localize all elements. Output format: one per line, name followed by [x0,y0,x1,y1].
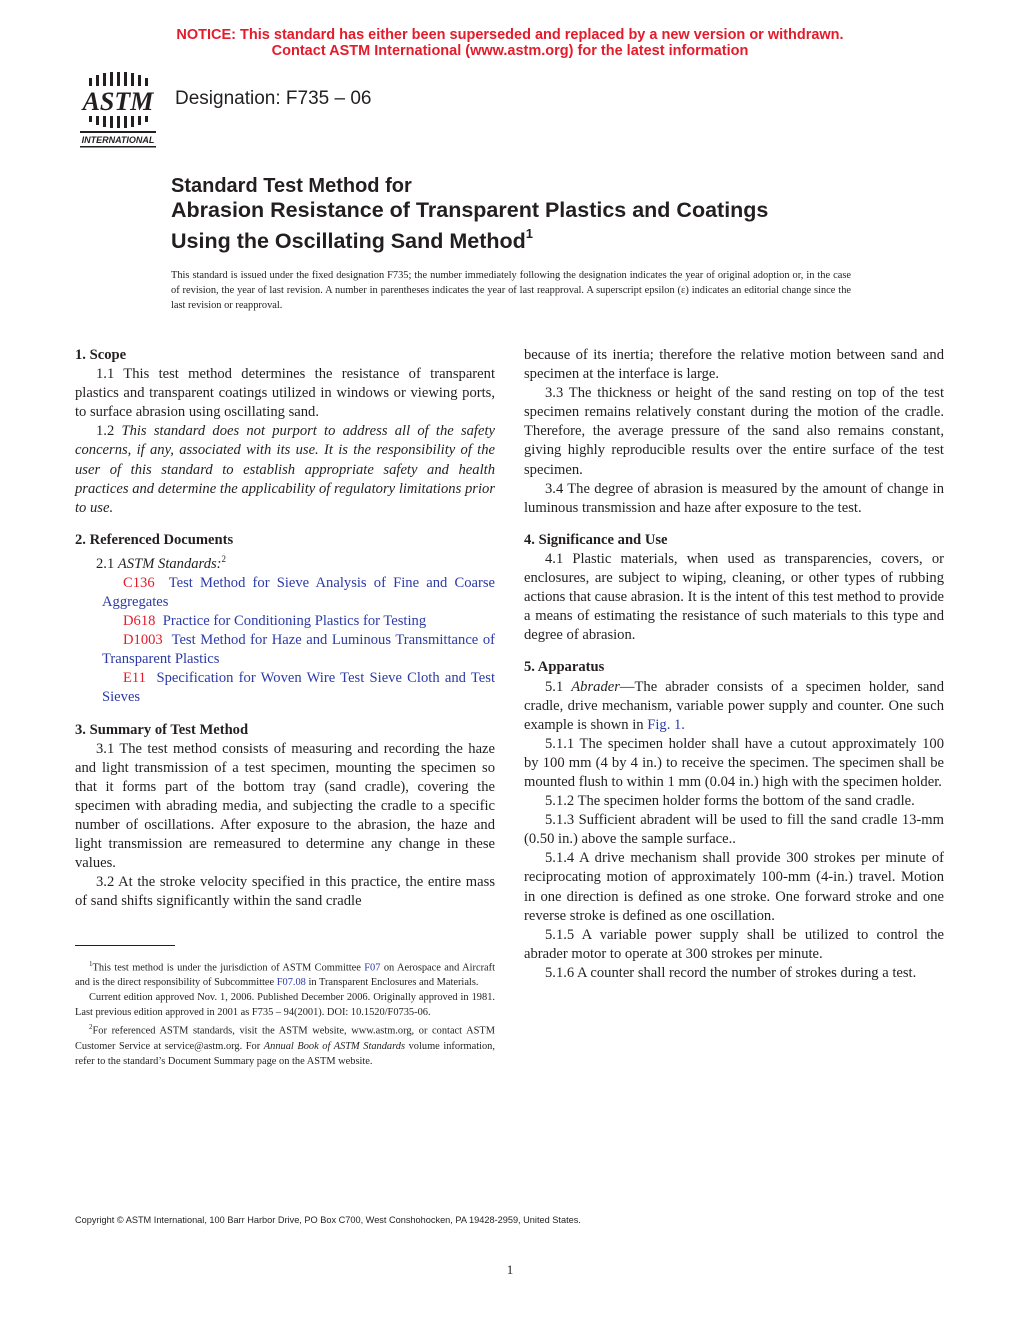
notice-line-2: Contact ASTM International (www.astm.org) for the latest information [271,43,749,59]
section-3-heading: 3. Summary of Test Method [75,721,249,738]
section-2-heading: 2. Referenced Documents [75,531,234,548]
reference-d618[interactable]: D618 Practice for Conditioning Plastics for Testing [123,613,427,630]
paragraph-1-2: 1.2 This standard does not purport to address all of the safety concerns, if any, associated with its use. It is the responsibility of the user of this standard to establish appropriate safety and health practices and determine the applicability of regulatory limitations prior to use. [75,423,495,516]
paragraph-5-1-2: 5.1.2 The specimen holder forms the bottom of the sand cradle. [545,793,915,810]
paragraph-3-4: 3.4 The degree of abrasion is measured by the amount of change in luminous transmission and haze after exposure to the test. [524,480,944,516]
paragraph-5-1-5: 5.1.5 A variable power supply shall be utilized to control the abrader motor to operate at 300 strokes per minute. [524,926,944,962]
section-5-heading: 5. Apparatus [524,659,605,676]
document-title [171,174,891,254]
paragraph-5-1-6: 5.1.6 A counter shall record the number of strokes during a test. [545,964,917,981]
reference-e11[interactable]: E11 Specification for Woven Wire Test Sieve Cloth and Test Sieves [102,670,496,706]
title-line-2: Abrasion Resistance of Transparent Plastics and Coatings [171,198,769,222]
paragraph-5-1-3: 5.1.3 Sufficient abradent will be used to fill the sand cradle 13-mm (0.50 in.) above the sample surface.. [524,812,944,848]
issue-note: This standard is issued under the fixed designation F735; the number immediately following the designation indicates the year of original adoption or, in the case of revision, the year of last revision. A number in parentheses indicates the year of last reapproval. A superscript epsilon (ε) indicates an editorial change since the last revision or reapproval. [171,270,851,311]
paragraph-3-1: 3.1 The test method consists of measuring and recording the haze and light transmission of a test specimen, mounting the specimen so that it forms part of the bottom tray (sand cradle), covering the specimen with abrading media, and subjecting the cradle to a specific number of oscillations. After exposure to the abrasion, the haze and light transmission are remeasured to determine any change in these values. [75,740,495,872]
copyright: Copyright © ASTM International, 100 Barr Harbor Drive, PO Box C700, West Conshohocken, PA 19428-2959, United States. [75,1215,581,1225]
withdrawal-notice [0,27,1020,59]
paragraph-3-3: 3.3 The thickness or height of the sand resting on top of the test specimen remains relatively constant during the motion of the cradle. Therefore, the average pressure of the sand also remains constant, giving highly reproducible results over the entire surface of the test specimen. [524,385,944,478]
reference-d1003[interactable]: D1003 Test Method for Haze and Luminous Transmittance of Transparent Plastics [102,632,495,668]
footnote-1: $^1$This test method is under the jurisdiction of ASTM Committee F07 on Aerospace and Aircraft and is the direct responsibility of Subcommittee F07.08 in Transparent Enclosures and Materials. [75,960,495,989]
footnote-divider [75,945,175,946]
paragraph-5-1-4: 5.1.4 A drive mechanism shall provide 300 strokes per minute of reciprocating motion of approximately 100-mm (4-in.) travel. Motion in one direction is defined as one stroke. One forward stroke and one reverse stroke is defined as one oscillation. [524,850,944,924]
section-1-heading: 1. Scope [75,347,127,363]
footnotes [75,957,495,1069]
paragraph-1-1: 1.1 This test method determines the resistance of transparent plastics and transparent coatings utilized in windows or viewing ports, to surface abrasion using oscillating sand. [75,366,495,421]
paragraph-3-2-continued: because of its inertia; therefore the relative motion between sand and specimen at the interface is large. [524,347,944,383]
paragraph-3-2: 3.2 At the stroke velocity specified in this practice, the entire mass of sand shifts significantly within the sand cradle [75,874,495,910]
subcommittee-f07-08-link[interactable]: F07.08 [276,977,306,989]
committee-f07-link[interactable]: F07 [364,962,381,974]
footnote-1-edition: Current edition approved Nov. 1, 2006. Published December 2006. Originally approved in 1981. Last previous edition approved in 2001 as F735 – 94(2001). DOI: 10.1520/F0735-06. [75,992,495,1019]
designation: Designation: F735 – 06 [175,88,372,109]
title-line-3: Using the Oscillating Sand Method$^1$ [171,226,534,254]
page-number: 1 [506,1262,514,1277]
right-column [524,346,944,983]
notice-line-1: NOTICE: This standard has either been superseded and replaced by a new version or withdrawn. [176,27,844,43]
figure-1-link[interactable]: Fig. 1. [647,716,685,733]
title-footnote-mark: 1 [525,226,534,241]
section-4-heading: 4. Significance and Use [524,531,668,548]
reference-c136[interactable]: C136 Test Method for Sieve Analysis of Fine and Coarse Aggregates [102,574,495,610]
paragraph-4-1: 4.1 Plastic materials, when used as transparencies, covers, or enclosures, are subject to wiping, cleaning, or other types of rubbing actions that cause abrasion. It is the intent of this test method to provide a means of estimating the resistance of such materials to this type and degree of abrasion. [524,550,944,644]
logo-text: INTERNATIONAL [81,135,155,145]
paragraph-5-1: 5.1 Abrader—The abrader consists of a specimen holder, sand cradle, drive mechanism, variable power supply and counter. One such example is shown in Fig. 1. [524,678,944,733]
footnote-2: $^2$For referenced ASTM standards, visit the ASTM website, www.astm.org, or contact ASTM Customer Service at service@astm.org. For Annual Book of ASTM Standards volume information, refer to the standard’s Document Summary page on the ASTM website. [75,1023,495,1067]
astm-international-logo-icon [76,72,160,150]
paragraph-2-1: 2.1 ASTM Standards:$^2$ [96,553,227,572]
svg-text:ASTM: ASTM [82,87,154,116]
paragraph-5-1-1: 5.1.1 The specimen holder shall have a cutout approximately 100 by 100 mm (4 by 4 in.) to receive the specimen. The specimen shall be mounted flush to within 1 mm (0.04 in.) high with the specimen holder. [524,735,944,790]
left-column [75,346,495,911]
title-line-1: Standard Test Method for [171,175,412,197]
